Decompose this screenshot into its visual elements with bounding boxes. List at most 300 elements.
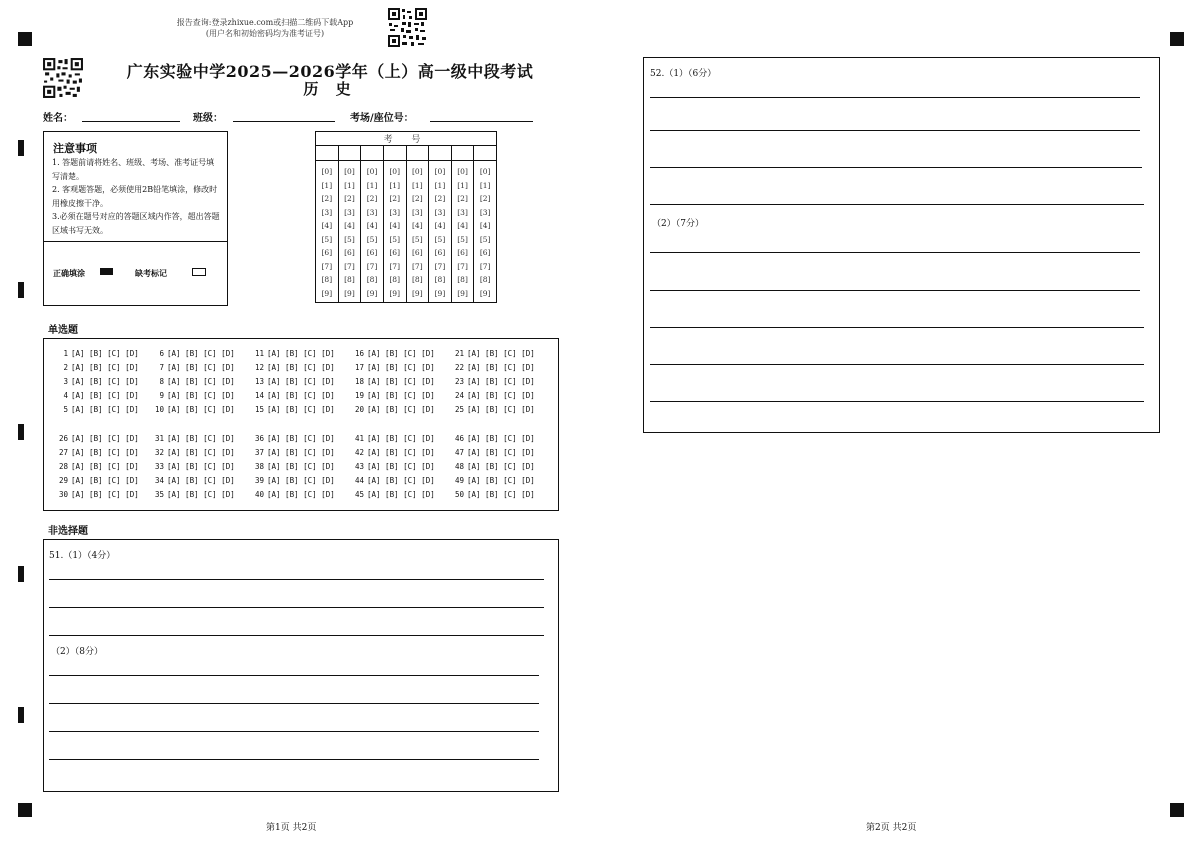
question-number: 16 [354, 349, 364, 358]
answer-bubbles[interactable]: [A] [B] [C] [D] [267, 448, 335, 457]
class-label: 班级： [193, 113, 223, 124]
question-number: 7 [159, 363, 164, 372]
exam-number-column [429, 161, 452, 303]
question-number: 44 [354, 476, 364, 485]
exam-number-write-cell[interactable] [406, 146, 429, 161]
answer-bubbles[interactable]: [A] [B] [C] [D] [71, 349, 139, 358]
digit-bubble[interactable]: [3] [321, 207, 333, 217]
digit-bubble[interactable]: [2] [321, 194, 333, 203]
digit-bubble[interactable]: [2] [389, 194, 400, 203]
answer-bubbles[interactable]: [A] [B] [C] [D] [367, 462, 435, 471]
answer-bubbles[interactable]: [A] [B] [C] [D] [71, 391, 139, 400]
digit-bubble[interactable]: [6] [344, 248, 355, 257]
digit-bubble[interactable]: [4] [344, 221, 355, 230]
exam-number-write-cell[interactable] [383, 146, 406, 161]
timing-mark [18, 424, 24, 440]
subject-title: 历 史 [303, 80, 357, 98]
answer-bubbles[interactable]: [A] [B] [C] [D] [467, 490, 535, 499]
report-line-1: 报告查询:登录zhixue.com或扫描二维码下载App [176, 18, 354, 27]
choice-row [352, 405, 435, 414]
answer-bubbles[interactable]: [A] [B] [C] [D] [267, 377, 335, 386]
digit-bubble[interactable]: [3] [344, 207, 355, 217]
question-number: 47 [454, 448, 464, 457]
digit-bubble[interactable]: [1] [344, 180, 355, 190]
choice-row [56, 377, 139, 386]
digit-bubble[interactable]: [8] [321, 275, 333, 284]
digit-bubble[interactable]: [3] [412, 207, 423, 217]
answer-line[interactable] [650, 364, 1144, 365]
choice-row [152, 490, 235, 499]
page-number: 第1页 共2页 [266, 823, 317, 833]
digit-bubble[interactable]: [1] [434, 180, 446, 190]
answer-bubbles[interactable]: [A] [B] [C] [D] [267, 363, 335, 372]
digit-bubble[interactable]: [5] [479, 234, 491, 244]
exam-number-column [338, 161, 361, 303]
digit-bubble[interactable]: [4] [457, 221, 468, 230]
digit-bubble[interactable]: [5] [434, 234, 446, 244]
digit-bubble[interactable]: [8] [389, 275, 400, 284]
question-number: 17 [354, 363, 364, 372]
question-number: 36 [254, 434, 264, 443]
class-field[interactable] [233, 111, 335, 122]
question-number: 39 [254, 476, 264, 485]
digit-bubble[interactable]: [3] [389, 207, 400, 217]
question-number: 24 [454, 391, 464, 400]
choice-row [452, 349, 535, 358]
answer-bubbles[interactable]: [A] [B] [C] [D] [167, 363, 235, 372]
answer-bubbles[interactable]: [A] [B] [C] [D] [167, 391, 235, 400]
answer-bubbles[interactable]: [A] [B] [C] [D] [71, 434, 139, 443]
question-number: 26 [58, 434, 68, 443]
answer-line[interactable] [650, 167, 1142, 168]
question-number: 4 [63, 391, 68, 400]
answer-line[interactable] [49, 675, 539, 676]
choice-row [352, 448, 435, 457]
choice-row [352, 476, 435, 485]
digit-bubble[interactable]: [6] [389, 248, 400, 257]
digit-bubble[interactable]: [4] [479, 221, 491, 230]
question-number: 50 [454, 490, 464, 499]
exam-number-write-cell[interactable] [451, 146, 474, 161]
answer-bubbles[interactable]: [A] [B] [C] [D] [71, 462, 139, 471]
choice-row [56, 490, 139, 499]
question-number: 18 [354, 377, 364, 386]
exam-number-grid [315, 131, 497, 303]
seat-field[interactable] [430, 111, 533, 122]
digit-bubble[interactable]: [3] [457, 207, 468, 217]
answer-bubbles[interactable]: [A] [B] [C] [D] [71, 476, 139, 485]
choice-row [252, 490, 335, 499]
choice-row [352, 462, 435, 471]
answer-bubbles[interactable]: [A] [B] [C] [D] [167, 349, 235, 358]
question-number: 12 [254, 363, 264, 372]
answer-bubbles[interactable]: [A] [B] [C] [D] [367, 476, 435, 485]
digit-bubble[interactable]: [7] [434, 261, 446, 271]
digit-bubble[interactable]: [4] [321, 221, 333, 230]
corner-mark [1170, 803, 1184, 817]
question-number: 14 [254, 391, 264, 400]
choice-row [152, 391, 235, 400]
question-number: 10 [154, 405, 164, 414]
notice-divider [44, 241, 227, 242]
digit-bubble[interactable]: [0] [412, 167, 423, 176]
question-number: 48 [454, 462, 464, 471]
question-number: 8 [159, 377, 164, 386]
answer-line[interactable] [650, 327, 1144, 328]
question-number: 13 [254, 377, 264, 386]
timing-mark [18, 707, 24, 723]
choice-row [152, 349, 235, 358]
corner-mark [1170, 32, 1184, 46]
question-number: 2 [63, 363, 68, 372]
answer-bubbles[interactable]: [A] [B] [C] [D] [367, 377, 435, 386]
digit-bubble[interactable]: [5] [321, 234, 333, 244]
answer-bubbles[interactable]: [A] [B] [C] [D] [467, 476, 535, 485]
answer-bubbles[interactable]: [A] [B] [C] [D] [467, 391, 535, 400]
choice-row [452, 405, 535, 414]
notice-box [43, 131, 228, 306]
digit-bubble[interactable]: [2] [366, 194, 378, 203]
choice-row [452, 434, 535, 443]
question-number: 23 [454, 377, 464, 386]
digit-bubble[interactable]: [0] [344, 167, 355, 176]
seat-label: 考场/座位号： [350, 113, 414, 124]
digit-bubble[interactable]: [7] [366, 261, 378, 271]
exam-number-column [474, 161, 497, 303]
digit-bubble[interactable]: [8] [434, 275, 446, 284]
answer-line[interactable] [49, 731, 539, 732]
answer-bubbles[interactable]: [A] [B] [C] [D] [367, 405, 435, 414]
digit-bubble[interactable]: [4] [412, 221, 423, 230]
correct-fill-sample [100, 268, 113, 275]
answer-bubbles[interactable]: [A] [B] [C] [D] [167, 434, 235, 443]
choice-row [56, 434, 139, 443]
choice-row [452, 490, 535, 499]
digit-bubble[interactable]: [2] [344, 194, 355, 203]
answer-bubbles[interactable]: [A] [B] [C] [D] [467, 363, 535, 372]
choice-row [56, 405, 139, 414]
answer-bubbles[interactable]: [A] [B] [C] [D] [267, 405, 335, 414]
question-number: 3 [63, 377, 68, 386]
choice-row [152, 363, 235, 372]
answer-bubbles[interactable]: [A] [B] [C] [D] [467, 377, 535, 386]
digit-bubble[interactable]: [1] [366, 180, 378, 190]
question-number: 31 [154, 434, 164, 443]
answer-bubbles[interactable]: [A] [B] [C] [D] [167, 476, 235, 485]
digit-bubble[interactable]: [7] [457, 261, 468, 271]
digit-bubble[interactable]: [5] [412, 234, 423, 244]
choice-row [252, 476, 335, 485]
question-number: 29 [58, 476, 68, 485]
answer-bubbles[interactable]: [A] [B] [C] [D] [267, 476, 335, 485]
answer-bubbles[interactable]: [A] [B] [C] [D] [267, 349, 335, 358]
notice-item: 3.必须在题号对应的答题区域内作答，超出答题区域书写无效。 [52, 212, 220, 235]
answer-line[interactable] [650, 252, 1140, 253]
digit-bubble[interactable]: [9] [479, 288, 491, 298]
q51-part2-label: （2）（8分） [51, 647, 103, 657]
choice-row [152, 462, 235, 471]
digit-bubble[interactable]: [9] [344, 288, 355, 298]
question-number: 40 [254, 490, 264, 499]
answer-bubbles[interactable]: [A] [B] [C] [D] [167, 448, 235, 457]
answer-bubbles[interactable]: [A] [B] [C] [D] [167, 377, 235, 386]
answer-line[interactable] [49, 579, 544, 580]
digit-bubble[interactable]: [6] [479, 248, 491, 257]
question-number: 19 [354, 391, 364, 400]
question-number: 9 [159, 391, 164, 400]
name-field[interactable] [82, 111, 180, 122]
answer-bubbles[interactable]: [A] [B] [C] [D] [467, 434, 535, 443]
answer-bubbles[interactable]: [A] [B] [C] [D] [267, 462, 335, 471]
question-number: 41 [354, 434, 364, 443]
choice-row [352, 377, 435, 386]
question-number: 11 [254, 349, 264, 358]
question-number: 28 [58, 462, 68, 471]
timing-mark [18, 566, 24, 582]
digit-bubble[interactable]: [5] [344, 234, 355, 244]
question-number: 6 [159, 349, 164, 358]
corner-mark [18, 803, 32, 817]
digit-bubble[interactable]: [9] [389, 288, 400, 298]
answer-line[interactable] [650, 130, 1140, 131]
non-choice-label: 非选择题 [48, 526, 88, 537]
digit-bubble[interactable]: [9] [412, 288, 423, 298]
q52-answer-box [643, 57, 1160, 433]
name-label: 姓名： [43, 113, 73, 124]
choice-row [352, 391, 435, 400]
digit-bubble[interactable]: [8] [479, 275, 491, 284]
digit-bubble[interactable]: [7] [479, 261, 491, 271]
answer-bubbles[interactable]: [A] [B] [C] [D] [467, 405, 535, 414]
choice-row [252, 391, 335, 400]
choice-row [252, 448, 335, 457]
digit-bubble[interactable]: [5] [366, 234, 378, 244]
answer-bubbles[interactable]: [A] [B] [C] [D] [71, 377, 139, 386]
digit-bubble[interactable]: [0] [366, 167, 378, 176]
choice-row [152, 448, 235, 457]
choice-row [252, 349, 335, 358]
digit-bubble[interactable]: [1] [389, 180, 400, 190]
question-number: 15 [254, 405, 264, 414]
choice-row [352, 490, 435, 499]
answer-line[interactable] [650, 401, 1144, 402]
question-number: 5 [63, 405, 68, 414]
question-number: 1 [63, 349, 68, 358]
digit-bubble[interactable]: [2] [479, 194, 491, 203]
answer-line[interactable] [650, 97, 1140, 98]
answer-bubbles[interactable]: [A] [B] [C] [D] [167, 490, 235, 499]
q51-answer-box [43, 539, 559, 792]
exam-number-write-cell[interactable] [338, 146, 361, 161]
answer-bubbles[interactable]: [A] [B] [C] [D] [71, 448, 139, 457]
digit-bubble[interactable]: [4] [389, 221, 400, 230]
answer-line[interactable] [49, 703, 539, 704]
question-number: 30 [58, 490, 68, 499]
digit-bubble[interactable]: [0] [321, 167, 333, 176]
answer-bubbles[interactable]: [A] [B] [C] [D] [367, 391, 435, 400]
absent-mark-label: 缺考标记 [135, 268, 167, 278]
answer-bubbles[interactable]: [A] [B] [C] [D] [167, 405, 235, 414]
digit-bubble[interactable]: [8] [412, 275, 423, 284]
question-number: 32 [154, 448, 164, 457]
digit-bubble[interactable]: [0] [479, 167, 491, 176]
exam-number-column [361, 161, 384, 303]
notice-item: 2. 客观题答题，必须使用2B铅笔填涂，修改时用橡皮擦干净。 [52, 185, 218, 208]
digit-bubble[interactable]: [0] [457, 167, 468, 176]
digit-bubble[interactable]: [6] [434, 248, 446, 257]
digit-bubble[interactable]: [9] [457, 288, 468, 298]
digit-bubble[interactable]: [6] [366, 248, 378, 257]
digit-bubble[interactable]: [0] [389, 167, 400, 176]
digit-bubble[interactable]: [1] [457, 180, 468, 190]
digit-bubble[interactable]: [7] [344, 261, 355, 271]
question-number: 38 [254, 462, 264, 471]
choice-row [252, 363, 335, 372]
answer-bubbles[interactable]: [A] [B] [C] [D] [467, 448, 535, 457]
timing-mark [18, 282, 24, 298]
choice-row [56, 349, 139, 358]
digit-bubble[interactable]: [9] [366, 288, 378, 298]
digit-bubble[interactable]: [6] [321, 248, 333, 257]
choice-row [252, 462, 335, 471]
digit-bubble[interactable]: [2] [434, 194, 446, 203]
question-number: 46 [454, 434, 464, 443]
choice-row [452, 391, 535, 400]
answer-bubbles[interactable]: [A] [B] [C] [D] [467, 349, 535, 358]
question-number: 49 [454, 476, 464, 485]
notice-items [52, 156, 220, 237]
choice-row [152, 476, 235, 485]
choice-row [152, 434, 235, 443]
exam-number-column [406, 161, 429, 303]
digit-bubble[interactable]: [6] [457, 248, 468, 257]
question-number: 22 [454, 363, 464, 372]
answer-line[interactable] [650, 290, 1140, 291]
page-number: 第2页 共2页 [866, 823, 917, 833]
choice-row [352, 349, 435, 358]
question-number: 35 [154, 490, 164, 499]
report-line-2: (用户名和初始密码均为准考证号) [205, 29, 325, 38]
choice-row [56, 448, 139, 457]
answer-bubbles[interactable]: [A] [B] [C] [D] [367, 490, 435, 499]
choice-row [252, 405, 335, 414]
digit-bubble[interactable]: [1] [412, 180, 423, 190]
question-number: 42 [354, 448, 364, 457]
notice-title: 注意事项 [53, 142, 97, 155]
choice-row [352, 434, 435, 443]
question-number: 20 [354, 405, 364, 414]
digit-bubble[interactable]: [3] [434, 207, 446, 217]
digit-bubble[interactable]: [7] [412, 261, 423, 271]
choice-row [56, 391, 139, 400]
digit-bubble[interactable]: [8] [344, 275, 355, 284]
answer-bubbles[interactable]: [A] [B] [C] [D] [71, 490, 139, 499]
choice-row [252, 434, 335, 443]
q52-part1-label: 52.（1）（6分） [650, 69, 717, 79]
single-choice-box [43, 338, 559, 511]
q52-part2-label: （2）（7分） [652, 219, 704, 229]
corner-mark [18, 32, 32, 46]
answer-line[interactable] [49, 607, 544, 608]
notice-item: 1. 答题前请将姓名、班级、考场、准考证号填写清楚。 [52, 158, 215, 181]
digit-bubble[interactable]: [7] [321, 261, 333, 271]
answer-bubbles[interactable]: [A] [B] [C] [D] [267, 391, 335, 400]
answer-bubbles[interactable]: [A] [B] [C] [D] [367, 363, 435, 372]
exam-number-write-cell[interactable] [361, 146, 384, 161]
digit-bubble[interactable]: [2] [412, 194, 423, 203]
digit-bubble[interactable]: [5] [457, 234, 468, 244]
question-number: 25 [454, 405, 464, 414]
digit-bubble[interactable]: [4] [366, 221, 378, 230]
digit-bubble[interactable]: [9] [321, 288, 333, 298]
question-number: 21 [454, 349, 464, 358]
exam-number-header: 考 号 [316, 132, 497, 146]
digit-bubble[interactable]: [1] [321, 180, 333, 190]
choice-row [452, 377, 535, 386]
choice-row [452, 448, 535, 457]
choice-row [152, 377, 235, 386]
answer-line[interactable] [49, 635, 544, 636]
choice-row [56, 476, 139, 485]
question-number: 37 [254, 448, 264, 457]
choice-row [56, 363, 139, 372]
answer-bubbles[interactable]: [A] [B] [C] [D] [367, 434, 435, 443]
digit-bubble[interactable]: [4] [434, 221, 446, 230]
digit-bubble[interactable]: [0] [434, 167, 446, 176]
choice-row [452, 462, 535, 471]
qr-code-icon[interactable] [387, 7, 428, 48]
question-number: 27 [58, 448, 68, 457]
digit-bubble[interactable]: [7] [389, 261, 400, 271]
qr-code-icon[interactable] [42, 57, 84, 99]
answer-bubbles[interactable]: [A] [B] [C] [D] [267, 434, 335, 443]
exam-number-write-cell[interactable] [316, 146, 339, 161]
digit-bubble[interactable]: [3] [366, 207, 378, 217]
answer-line[interactable] [650, 204, 1144, 205]
answer-bubbles[interactable]: [A] [B] [C] [D] [71, 363, 139, 372]
absent-mark-box[interactable] [192, 268, 206, 276]
exam-title: 广东实验中学2025—2026学年（上）高一级中段考试 [126, 62, 534, 81]
answer-bubbles[interactable]: [A] [B] [C] [D] [167, 462, 235, 471]
exam-number-write-cell[interactable] [429, 146, 452, 161]
digit-bubble[interactable]: [8] [457, 275, 468, 284]
digit-bubble[interactable]: [6] [412, 248, 423, 257]
digit-bubble[interactable]: [1] [479, 180, 491, 190]
digit-bubble[interactable]: [8] [366, 275, 378, 284]
question-number: 33 [154, 462, 164, 471]
answer-line[interactable] [49, 759, 539, 760]
answer-bubbles[interactable]: [A] [B] [C] [D] [467, 462, 535, 471]
digit-bubble[interactable]: [2] [457, 194, 468, 203]
digit-bubble[interactable]: [5] [389, 234, 400, 244]
digit-bubble[interactable]: [3] [479, 207, 491, 217]
answer-bubbles[interactable]: [A] [B] [C] [D] [71, 405, 139, 414]
timing-mark [18, 140, 24, 156]
correct-fill-label: 正确填涂 [53, 268, 85, 278]
q51-part1-label: 51.（1）（4分） [49, 551, 116, 561]
answer-bubbles[interactable]: [A] [B] [C] [D] [267, 490, 335, 499]
question-number: 34 [154, 476, 164, 485]
answer-bubbles[interactable]: [A] [B] [C] [D] [367, 448, 435, 457]
choice-row [352, 363, 435, 372]
choice-row [252, 377, 335, 386]
exam-number-write-cell[interactable] [474, 146, 497, 161]
digit-bubble[interactable]: [9] [434, 288, 446, 298]
choice-row [452, 476, 535, 485]
choice-row [152, 405, 235, 414]
exam-number-column [451, 161, 474, 303]
answer-bubbles[interactable]: [A] [B] [C] [D] [367, 349, 435, 358]
